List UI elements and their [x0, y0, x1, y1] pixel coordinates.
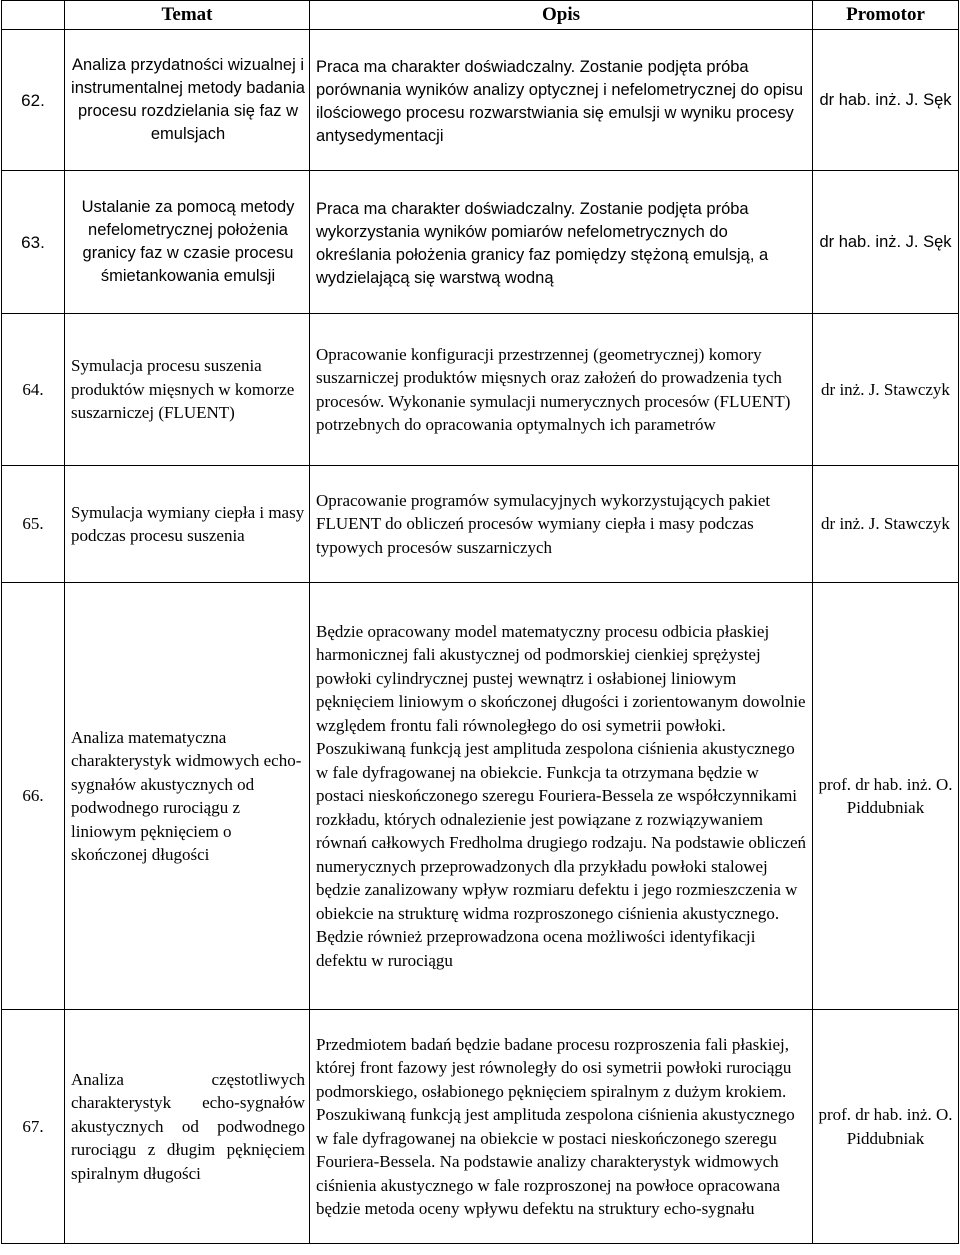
row-supervisor: dr inż. J. Stawczyk [813, 466, 959, 583]
row-topic: Ustalanie za pomocą metody nefelometrycznej położenia granicy faz w czasie procesu śmietankowania emulsji [65, 171, 310, 314]
thesis-topics-table [1, 0, 959, 1244]
row-supervisor: dr hab. inż. J. Sęk [813, 30, 959, 171]
row-description: Przedmiotem badań będzie badane procesu rozproszenia fali płaskiej, której front fazowy jest równoległy do osi symetrii powłoki rurociągu podmorskiego, osłabionego pęknięciem spiralnym z dużym krokiem. Poszukiwaną funkcją jest amplituda zespolona ciśnienia akustycznego w fale dyfragowanej na obiekcie w postaci nieskończonego szeregu Fouriera-Bessela. Na podstawie analizy charakterystyk widmowych ciśnienia akustycznego w fale rozproszonej na powłoce opracowana będzie metoda oceny wpływu defektu na struktury echo-sygnału [310, 1010, 813, 1244]
table-row [2, 171, 959, 314]
header-number [2, 1, 65, 30]
row-supervisor: prof. dr hab. inż. O. Piddubniak [813, 1010, 959, 1244]
table-row [2, 466, 959, 583]
table-header-row [2, 1, 959, 30]
row-topic: Analiza przydatności wizualnej i instrumentalnej metody badania procesu rozdzielania się faz w emulsjach [65, 30, 310, 171]
row-description: Praca ma charakter doświadczalny. Zostanie podjęta próba wykorzystania wyników pomiarów nefelometrycznych do określania położenia granicy faz pomiędzy stężoną emulsją, a wydzielającą się warstwą wodną [310, 171, 813, 314]
row-topic: Analiza częstotliwych charakterystyk echo-sygnałów akustycznych od podwodnego rurociągu z długim pęknięciem spiralnym długości [65, 1010, 310, 1244]
row-number: 66. [2, 583, 65, 1010]
header-supervisor: Promotor [813, 1, 959, 30]
row-number: 67. [2, 1010, 65, 1244]
row-supervisor: dr inż. J. Stawczyk [813, 314, 959, 466]
row-number: 64. [2, 314, 65, 466]
row-topic: Symulacja procesu suszenia produktów mięsnych w komorze suszarniczej (FLUENT) [65, 314, 310, 466]
table-row [2, 30, 959, 171]
header-topic: Temat [65, 1, 310, 30]
row-description: Opracowanie konfiguracji przestrzennej (geometrycznej) komory suszarniczej produktów mięsnych oraz założeń do prowadzenia tych procesów. Wykonanie symulacji numerycznych procesów (FLUENT) potrzebnych do opracowania optymalnych ich parametrów [310, 314, 813, 466]
row-description: Opracowanie programów symulacyjnych wykorzystujących pakiet FLUENT do obliczeń procesów wymiany ciepła i masy podczas typowych procesów suszarniczych [310, 466, 813, 583]
row-supervisor: dr hab. inż. J. Sęk [813, 171, 959, 314]
row-description: Praca ma charakter doświadczalny. Zostanie podjęta próba porównania wyników analizy optycznej i nefelometrycznej do opisu ilościowego procesu rozwarstwiania się emulsji w wyniku procesy antysedymentacji [310, 30, 813, 171]
row-description: Będzie opracowany model matematyczny procesu odbicia płaskiej harmonicznej fali akustycznej od podmorskiej cienkiej sprężystej powłoki cylindrycznej pustej wewnątrz i osłabionej liniowym pęknięciem liniowym o skończonej długości i zorientowanym dowolnie względem frontu fali równoległego do osi symetrii powłoki. Poszukiwaną funkcją jest amplituda zespolona ciśnienia akustycznego w fale dyfragowanej na obiekcie. Funkcja ta otrzymana będzie w postaci nieskończonego szeregu Fouriera-Bessela ze współczynnikami rozkładu, których odnalezienie jest powiązane z rozwiązywaniem równań całkowych Fredholma drugiego rodzaju. Na podstawie obliczeń numerycznych przeprowadzonych dla przykładu powłoki stalowej będzie zanalizowany wpływ rozmiaru defektu i jego rozmieszczenia w obiekcie na strukturę widma rozproszonego ciśnienia akustycznego. Będzie również przeprowadzona ocena możliwości identyfikacji defektu w rurociągu [310, 583, 813, 1010]
header-description: Opis [310, 1, 813, 30]
row-topic: Symulacja wymiany ciepła i masy podczas procesu suszenia [65, 466, 310, 583]
table-row [2, 583, 959, 1010]
table-row [2, 314, 959, 466]
row-number: 65. [2, 466, 65, 583]
table-row [2, 1010, 959, 1244]
row-topic: Analiza matematyczna charakterystyk widmowych echo-sygnałów akustycznych od podwodnego rurociągu z liniowym pęknięciem o skończonej długości [65, 583, 310, 1010]
row-number: 63. [2, 171, 65, 314]
row-supervisor: prof. dr hab. inż. O. Piddubniak [813, 583, 959, 1010]
row-number: 62. [2, 30, 65, 171]
